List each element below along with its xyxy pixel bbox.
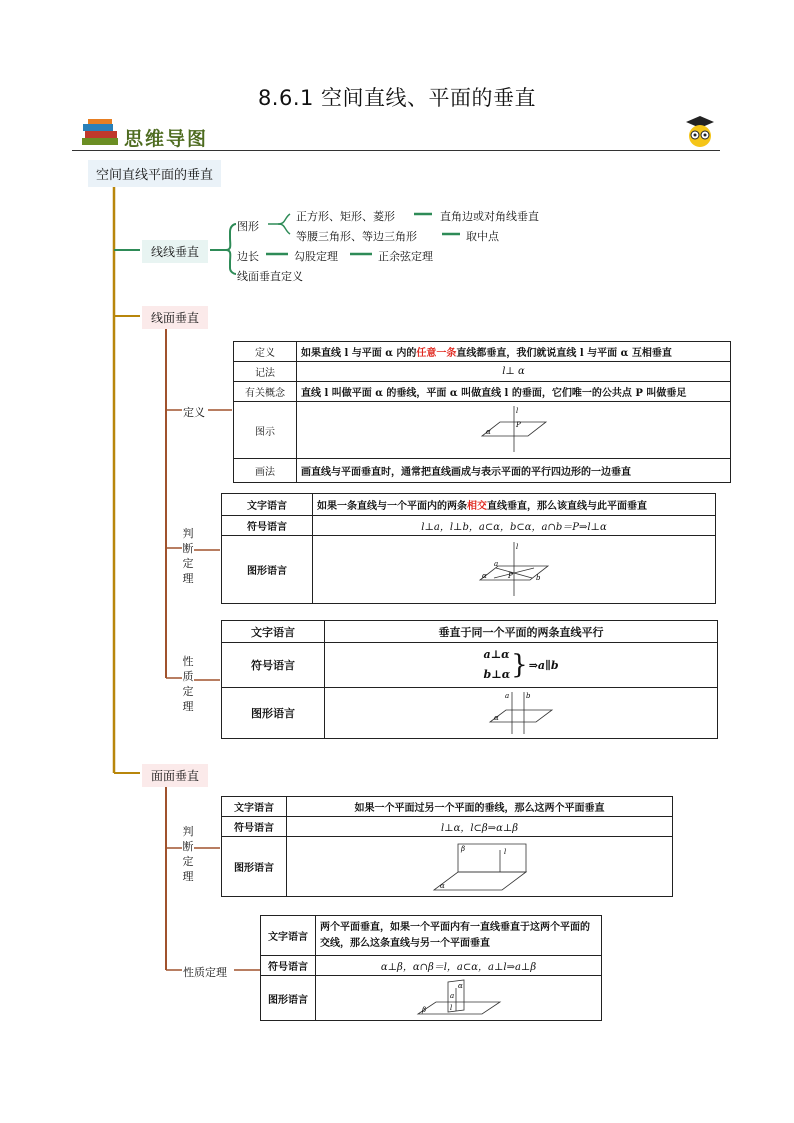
perpendicular-planes-line-figure (414, 978, 504, 1018)
text-highlight: 相交 (467, 501, 487, 512)
cell-text-language: 垂直于同一个平面的两条直线平行 (325, 621, 718, 643)
perpendicular-planes-figure (430, 840, 530, 894)
fig-label-b: b (526, 692, 531, 700)
two-intersecting-lines-figure (474, 540, 554, 600)
cell-head: 定义 (234, 342, 297, 362)
two-parallel-perpendiculars-figure (486, 690, 556, 736)
condition-b: b⊥α (483, 668, 511, 681)
char: 理 (182, 572, 194, 585)
char: 定 (182, 557, 194, 570)
cell-head: 图形语言 (222, 536, 313, 604)
symbol-group (329, 645, 713, 685)
fig-label-alpha: α (482, 571, 487, 580)
conclusion: ⇒a∥b (528, 658, 559, 672)
fig-label-l: l (516, 542, 519, 551)
cell-head: 画法 (234, 459, 297, 483)
cell-head: 符号语言 (222, 516, 313, 536)
cell-head: 符号语言 (261, 956, 316, 976)
cell-head: 文字语言 (261, 916, 316, 956)
fig-label-a: a (505, 692, 510, 700)
cell-symbol-language: l⊥a，l⊥b，a⊂α，b⊂α，a∩b＝P⇒l⊥α (313, 516, 716, 536)
fig-label-beta: β (460, 844, 465, 853)
cell-head: 有关概念 (234, 382, 297, 402)
node-sine-cosine: 正余弦定理 (378, 250, 433, 263)
node-judgement-theorem (182, 526, 194, 586)
cell-definition (297, 342, 731, 362)
text: 直线垂直，那么该直线与此平面垂直 (487, 501, 647, 512)
char: 定 (182, 685, 194, 698)
node-isosceles-equilateral: 等腰三角形、等边三角形 (296, 230, 417, 243)
cell-figure (325, 688, 718, 739)
fig-label-alpha: α (485, 428, 491, 436)
cell-text-language: 如果一个平面过另一个平面的垂线，那么这两个平面垂直 (287, 797, 673, 817)
fig-label-a: a (449, 992, 454, 1000)
char: 定 (182, 855, 194, 868)
fig-label-beta: β (421, 1006, 426, 1014)
fig-label-alpha: α (439, 881, 445, 890)
char: 断 (182, 542, 194, 555)
node-definition: 定义 (183, 406, 205, 419)
fig-label-b: b (536, 573, 541, 582)
cell-figure (287, 837, 673, 897)
char: 理 (182, 700, 194, 713)
char: 性 (182, 655, 194, 668)
fig-label-P: P (508, 571, 513, 580)
cell-head: 图形语言 (261, 976, 316, 1021)
text: 如果一条直线与一个平面内的两条 (317, 501, 467, 512)
judgement-table (221, 493, 716, 604)
plane-judgement-table (221, 796, 673, 897)
text: 如果直线 l 与平面 α 内的 (301, 348, 417, 359)
cell-head: 图形语言 (222, 837, 287, 897)
cell-figure (297, 402, 731, 459)
node-side-length: 边长 (237, 250, 259, 263)
cell-symbol-language (325, 643, 718, 688)
root-node: 空间直线平面的垂直 (88, 160, 221, 187)
node-line-plane-definition: 线面垂直定义 (237, 270, 303, 283)
cell-head: 符号语言 (222, 817, 287, 837)
definition-table (233, 341, 731, 483)
page-title: 8.6.1 空间直线、平面的垂直 (257, 86, 537, 110)
text-highlight: 任意一条 (416, 348, 457, 359)
cell-notation: l⊥ α (297, 362, 731, 382)
node-pythagoras: 勾股定理 (294, 250, 338, 263)
cell-figure (316, 976, 602, 1021)
cell-head: 文字语言 (222, 797, 287, 817)
node-right-angle-diagonal: 直角边或对角线垂直 (440, 210, 539, 223)
fig-label-a: a (494, 559, 499, 568)
cell-text-language (313, 494, 716, 516)
char: 理 (182, 870, 194, 883)
symbol-conditions (483, 645, 510, 685)
fig-label-l: l (503, 847, 506, 856)
cell-head: 图示 (234, 402, 297, 459)
banner-title: 思维导图 (124, 128, 209, 150)
plane-property-table (260, 915, 602, 1021)
node-shape: 图形 (237, 220, 259, 233)
node-square-rect-rhombus: 正方形、矩形、菱形 (296, 210, 395, 223)
fig-label-P: P (515, 421, 521, 429)
fig-label-l: l (449, 1004, 452, 1012)
char: 判 (182, 527, 194, 540)
cell-symbol-language: α⊥β，α∩β＝l，a⊂α，a⊥l⇒a⊥β (316, 956, 602, 976)
fig-label-alpha: α (494, 714, 499, 722)
property-table (221, 620, 718, 739)
node-judgement-theorem (182, 824, 194, 884)
char: 质 (182, 670, 194, 683)
cell-head: 符号语言 (222, 643, 325, 688)
cell-head: 记法 (234, 362, 297, 382)
cell-text-language: 两个平面垂直，如果一个平面内有一直线垂直于这两个平面的交线，那么这条直线与另一个平面垂直 (316, 916, 602, 956)
brace-icon: } (511, 650, 528, 680)
fig-label-alpha: α (457, 982, 463, 990)
fig-label-l: l (515, 407, 518, 415)
line-perpendicular-plane-figure (474, 404, 554, 456)
cell-drawing-method: 画直线与平面垂直时，通常把直线画成与表示平面的平行四边形的一边垂直 (297, 459, 731, 483)
text: 直线都垂直，我们就说直线 l 与平面 α 互相垂直 (456, 348, 672, 359)
cell-head: 文字语言 (222, 494, 313, 516)
node-line-plane: 线面垂直 (142, 306, 208, 329)
char: 断 (182, 840, 194, 853)
cell-concepts: 直线 l 叫做平面 α 的垂线，平面 α 叫做直线 l 的垂面，它们唯一的公共点 P 叫做垂足 (297, 382, 731, 402)
cell-head: 图形语言 (222, 688, 325, 739)
cell-figure (313, 536, 716, 604)
node-property-theorem (182, 654, 194, 714)
cell-head: 文字语言 (222, 621, 325, 643)
node-plane-plane: 面面垂直 (142, 764, 208, 787)
cell-symbol-language: l⊥α，l⊂β⇒α⊥β (287, 817, 673, 837)
node-midpoint: 取中点 (466, 230, 499, 243)
node-line-line: 线线垂直 (142, 240, 208, 263)
node-property-theorem: 性质定理 (183, 966, 227, 979)
condition-a: a⊥α (483, 648, 510, 661)
char: 判 (182, 825, 194, 838)
